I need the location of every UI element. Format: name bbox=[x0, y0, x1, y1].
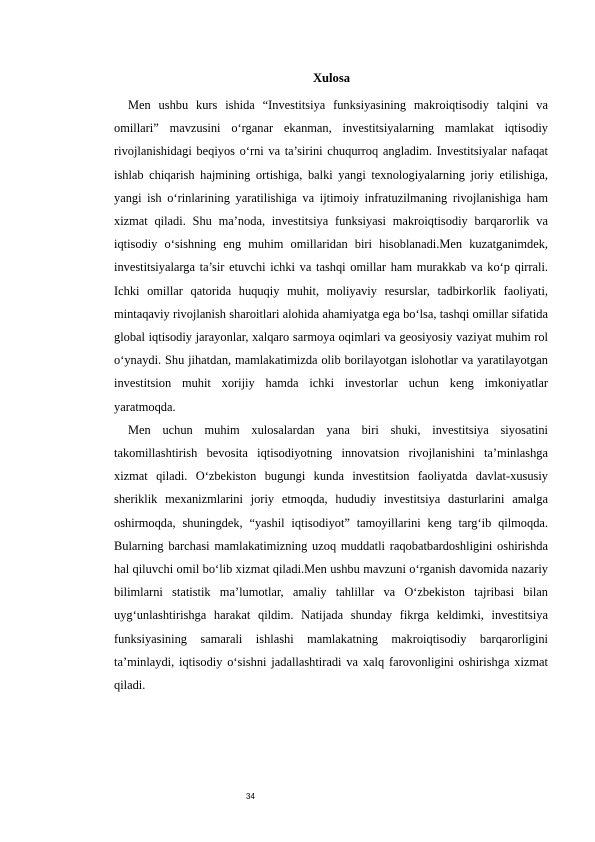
body-text bbox=[114, 94, 548, 697]
paragraph-1: Men ushbu kurs ishida “Investitsiya funksiyasining makroiqtisodiy talqini va omillari” mavzusini o‘rganar ekanman, investitsiyalarning mamlakat iqtisodiy rivojlanishidagi beqiyos o‘rni va ta’sirini chuqurroq angladim. Investitsiyalar nafaqat ishlab chiqarish hajmining ortishiga, balki yangi texnologiyalarning joriy etilishiga, yangi ish o‘rinlarining yaratilishiga va ijtimoiy infratuzilmaning rivojlanishiga ham xizmat qiladi. Shu ma’noda, investitsiya funksiyasi makroiqtisodiy barqarorlik va iqtisodiy o‘sishning eng muhim omillaridan biri hisoblanadi.Men kuzatganimdek, investitsiyalarga ta’sir etuvchi ichki va tashqi omillar ham murakkab va ko‘p qirrali. Ichki omillar qatorida huquqiy muhit, moliyaviy resurslar, tadbirkorlik faoliyati, mintaqaviy rivojlanish sharoitlari alohida ahamiyatga ega bo‘lsa, tashqi omillar sifatida global iqtisodiy jarayonlar, xalqaro sarmoya oqimlari va geosiyosiy vaziyat muhim rol o‘ynaydi. Shu jihatdan, mamlakatimizda olib borilayotgan islohotlar va yaratilayotgan investitsion muhit xorijiy hamda ichki investorlar uchun keng imkoniyatlar yaratmoqda. bbox=[114, 98, 548, 414]
page-title: Xulosa bbox=[312, 71, 351, 85]
paragraph-2: Men uchun muhim xulosalardan yana biri shuki, investitsiya siyosatini takomillashtirish bevosita iqtisodiyotning innovatsion rivojlanishini ta’minlashga xizmat qiladi. O‘zbekiston bugungi kunda investitsion faoliyatda davlat-xususiy sheriklik mexanizmlarini joriy etmoqda, hududiy investitsiya dasturlarini amalga oshirmoqda, shuningdek, “yashil iqtisodiyot” tamoyillarini keng targ‘ib qilmoqda. Bularning barchasi mamlakatimizning uzoq muddatli raqobatbardoshligini oshirishda hal qiluvchi omil bo‘lib xizmat qiladi.Men ushbu mavzuni o‘rganish davomida nazariy bilimlarni statistik ma’lumotlar, amaliy tahlillar va O‘zbekiston tajribasi bilan uyg‘unlashtirishga harakat qildim. Natijada shunday fikrga keldimki, investitsiya funksiyasining samarali ishlashi mamlakatning makroiqtisodiy barqarorligini ta’minlaydi, iqtisodiy o‘sishni jadallashtiradi va xalq farovonligini oshirishga xizmat qiladi. bbox=[114, 422, 548, 693]
page-number: 34 bbox=[246, 792, 255, 801]
